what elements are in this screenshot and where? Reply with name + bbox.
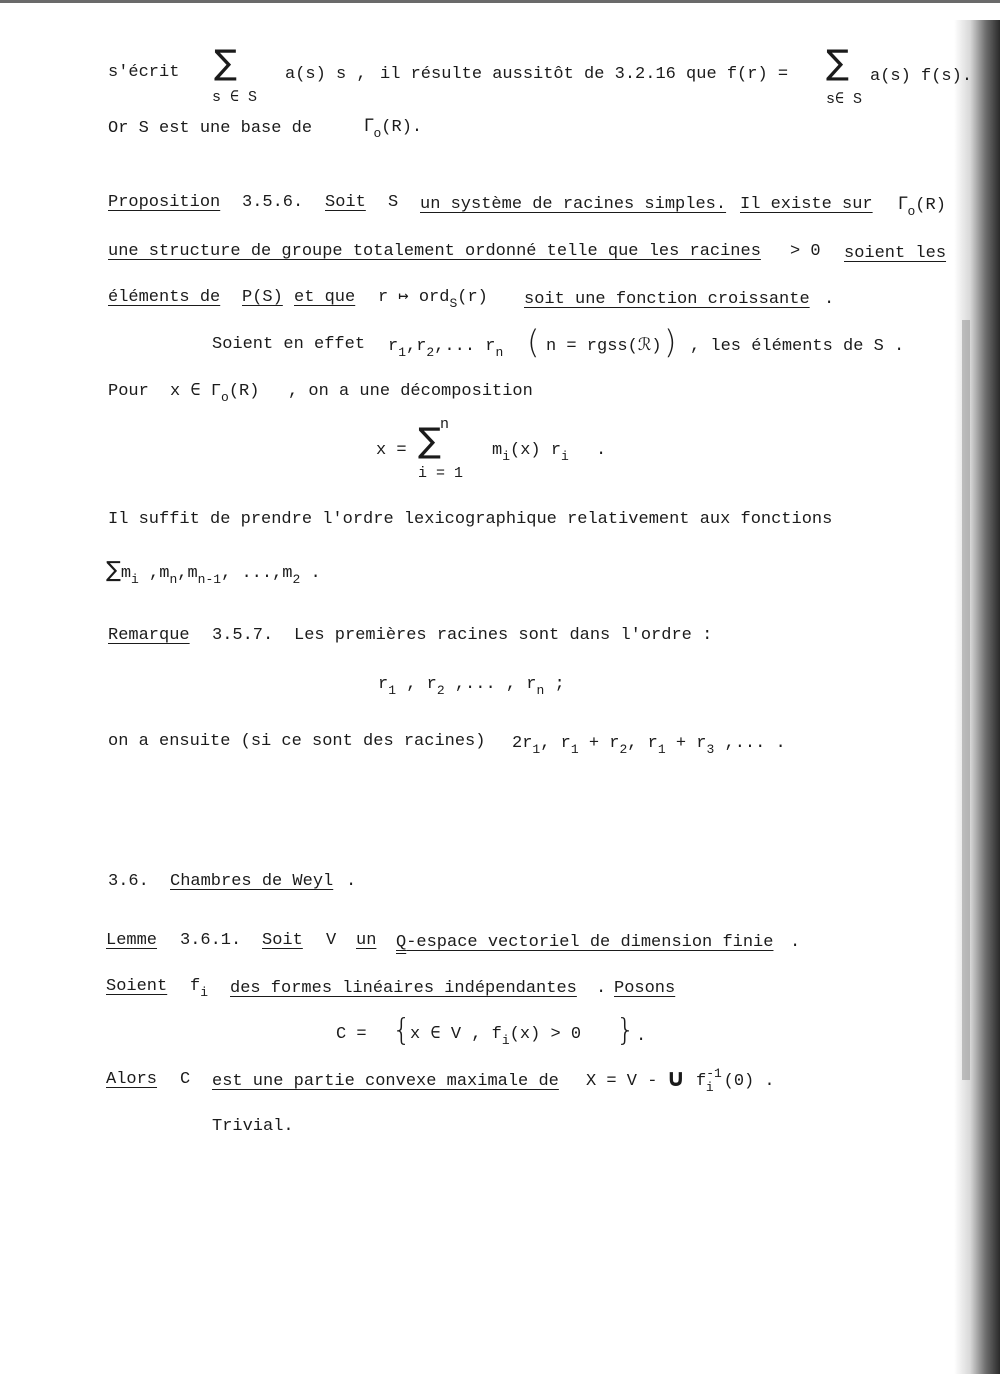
remark-sequence: $r_1$ , $r_2$ ,... , $r_n$ ;	[378, 675, 565, 698]
proof-paren-open: (	[527, 323, 540, 361]
prop-label: Proposition	[108, 193, 221, 212]
sum2-index: s∈ S	[826, 91, 863, 108]
sum2-body: a(s) f(s).	[870, 67, 973, 86]
lemma-preimage: $f^{-1}_i$ (0) .	[696, 1066, 775, 1095]
proof-l2b: x ∈ $\Gamma_o(R)$	[170, 382, 260, 405]
line1-middle: il résulte aussitôt de 3.2.16 que f(r) =	[380, 65, 789, 84]
lemma-set-lhs: C =	[336, 1025, 367, 1044]
lemma-proof: Trivial.	[212, 1117, 294, 1136]
proof-sum-body: $m_i(x)$ $r_i$	[492, 441, 569, 464]
lemma-soit: Soit	[262, 931, 303, 950]
scan-top-edge	[0, 0, 1000, 3]
proof-sum-lhs: x =	[376, 441, 407, 460]
line1-prefix: s'écrit	[108, 63, 180, 82]
proof-l1-roots: $r_1,r_2$,... $r_n$	[388, 337, 504, 360]
lemma-l4c: est une partie convexe maximale de	[212, 1072, 559, 1091]
lemma-posons: Posons	[614, 979, 676, 998]
lemma-X: X = V -	[586, 1072, 658, 1091]
prop-number: 3.5.6.	[242, 193, 304, 212]
scan-binding-shadow	[962, 320, 970, 1080]
prop-l2b: > 0	[790, 242, 821, 261]
line2-text: Or S est une base de	[108, 119, 313, 138]
prop-gamma: $\Gamma_o(R)$	[898, 194, 946, 219]
prop-l1d: Il existe sur	[740, 195, 873, 214]
lemma-union: ∪	[666, 1064, 686, 1092]
lemma-l2d: .	[596, 979, 607, 998]
prop-l2c: soient les	[844, 244, 947, 263]
remark-then-roots: $2r_1$, $r_1 + r_2$, $r_1 + r_3$ ,... .	[512, 734, 786, 757]
lemma-V: V	[326, 931, 337, 950]
lemma-set-brace-close: }	[616, 1013, 636, 1048]
prop-l1c: un système de racines simples.	[420, 195, 727, 214]
lemma-set-body: x ∈ V , $f_i(x) > 0$	[410, 1025, 582, 1048]
scan-right-edge-shadow	[954, 20, 1000, 1374]
prop-l3b: P(S)	[242, 288, 283, 307]
prop-l3d: r ↦ ord$_S$(r)	[378, 288, 488, 311]
proof-sum-top: n	[440, 416, 450, 433]
sum-symbol-1: ∑	[214, 43, 237, 83]
proof-l2a: Pour	[108, 382, 149, 401]
prop-S: S	[388, 193, 399, 212]
prop-l3c: et que	[294, 288, 356, 307]
proof-l1a: Soient en effet	[212, 335, 366, 354]
prop-l3a: éléments de	[108, 288, 221, 307]
line2-gamma: $\Gamma_o(R)$.	[364, 116, 423, 141]
lemma-C: C	[180, 1070, 191, 1089]
lemma-alors: Alors	[106, 1070, 158, 1089]
section-number: 3.6.	[108, 872, 149, 891]
lemma-number: 3.6.1.	[180, 931, 242, 950]
proof-sum-index: i = 1	[418, 465, 464, 482]
proof-sum-dot: .	[596, 441, 607, 460]
lemma-un: un	[356, 931, 377, 950]
remark-number: 3.5.7.	[212, 626, 274, 645]
proof-rank: n = rgss(ℛ)	[546, 337, 662, 356]
prop-soit: Soit	[325, 193, 366, 212]
proof-l1h: , les éléments de S .	[690, 337, 905, 356]
lemma-l1f: .	[790, 933, 801, 952]
remark-text: Les premières racines sont dans l'ordre :	[294, 626, 713, 645]
sum1-index: s ∈ S	[212, 89, 258, 106]
section-dot: .	[346, 872, 357, 891]
lemma-soient: Soient	[106, 977, 168, 996]
prop-l3g: .	[824, 290, 835, 309]
lemma-space: Q-espace vectoriel de dimension finie	[396, 933, 774, 952]
lemma-label: Lemme	[106, 931, 158, 950]
proof-sum-symbol: ∑	[418, 421, 441, 461]
sum1-body: a(s) s ,	[285, 65, 367, 84]
remark-then: on a ensuite (si ce sont des racines)	[108, 732, 486, 751]
proof-l3: Il suffit de prendre l'ordre lexicographique relativement aux fonctions	[108, 510, 833, 529]
prop-l3f: soit une fonction croissante	[524, 290, 810, 309]
proof-l2d: , on a une décomposition	[288, 382, 533, 401]
lemma-f: $f_i$	[190, 977, 209, 1000]
prop-l2a: une structure de groupe totalement ordonné telle que les racines	[108, 242, 761, 261]
sum-symbol-2: ∑	[826, 43, 849, 83]
lemma-l2c: des formes linéaires indépendantes	[230, 979, 577, 998]
lemma-set-dot: .	[636, 1027, 647, 1046]
remark-label: Remarque	[108, 626, 190, 645]
section-title: Chambres de Weyl	[170, 872, 334, 891]
proof-paren-close: )	[664, 323, 677, 361]
lemma-set-brace-open: {	[392, 1013, 412, 1048]
proof-l4: $\sum m_i$ $,m_n,m_{n-1}$, $...,m_2$ .	[106, 558, 321, 587]
